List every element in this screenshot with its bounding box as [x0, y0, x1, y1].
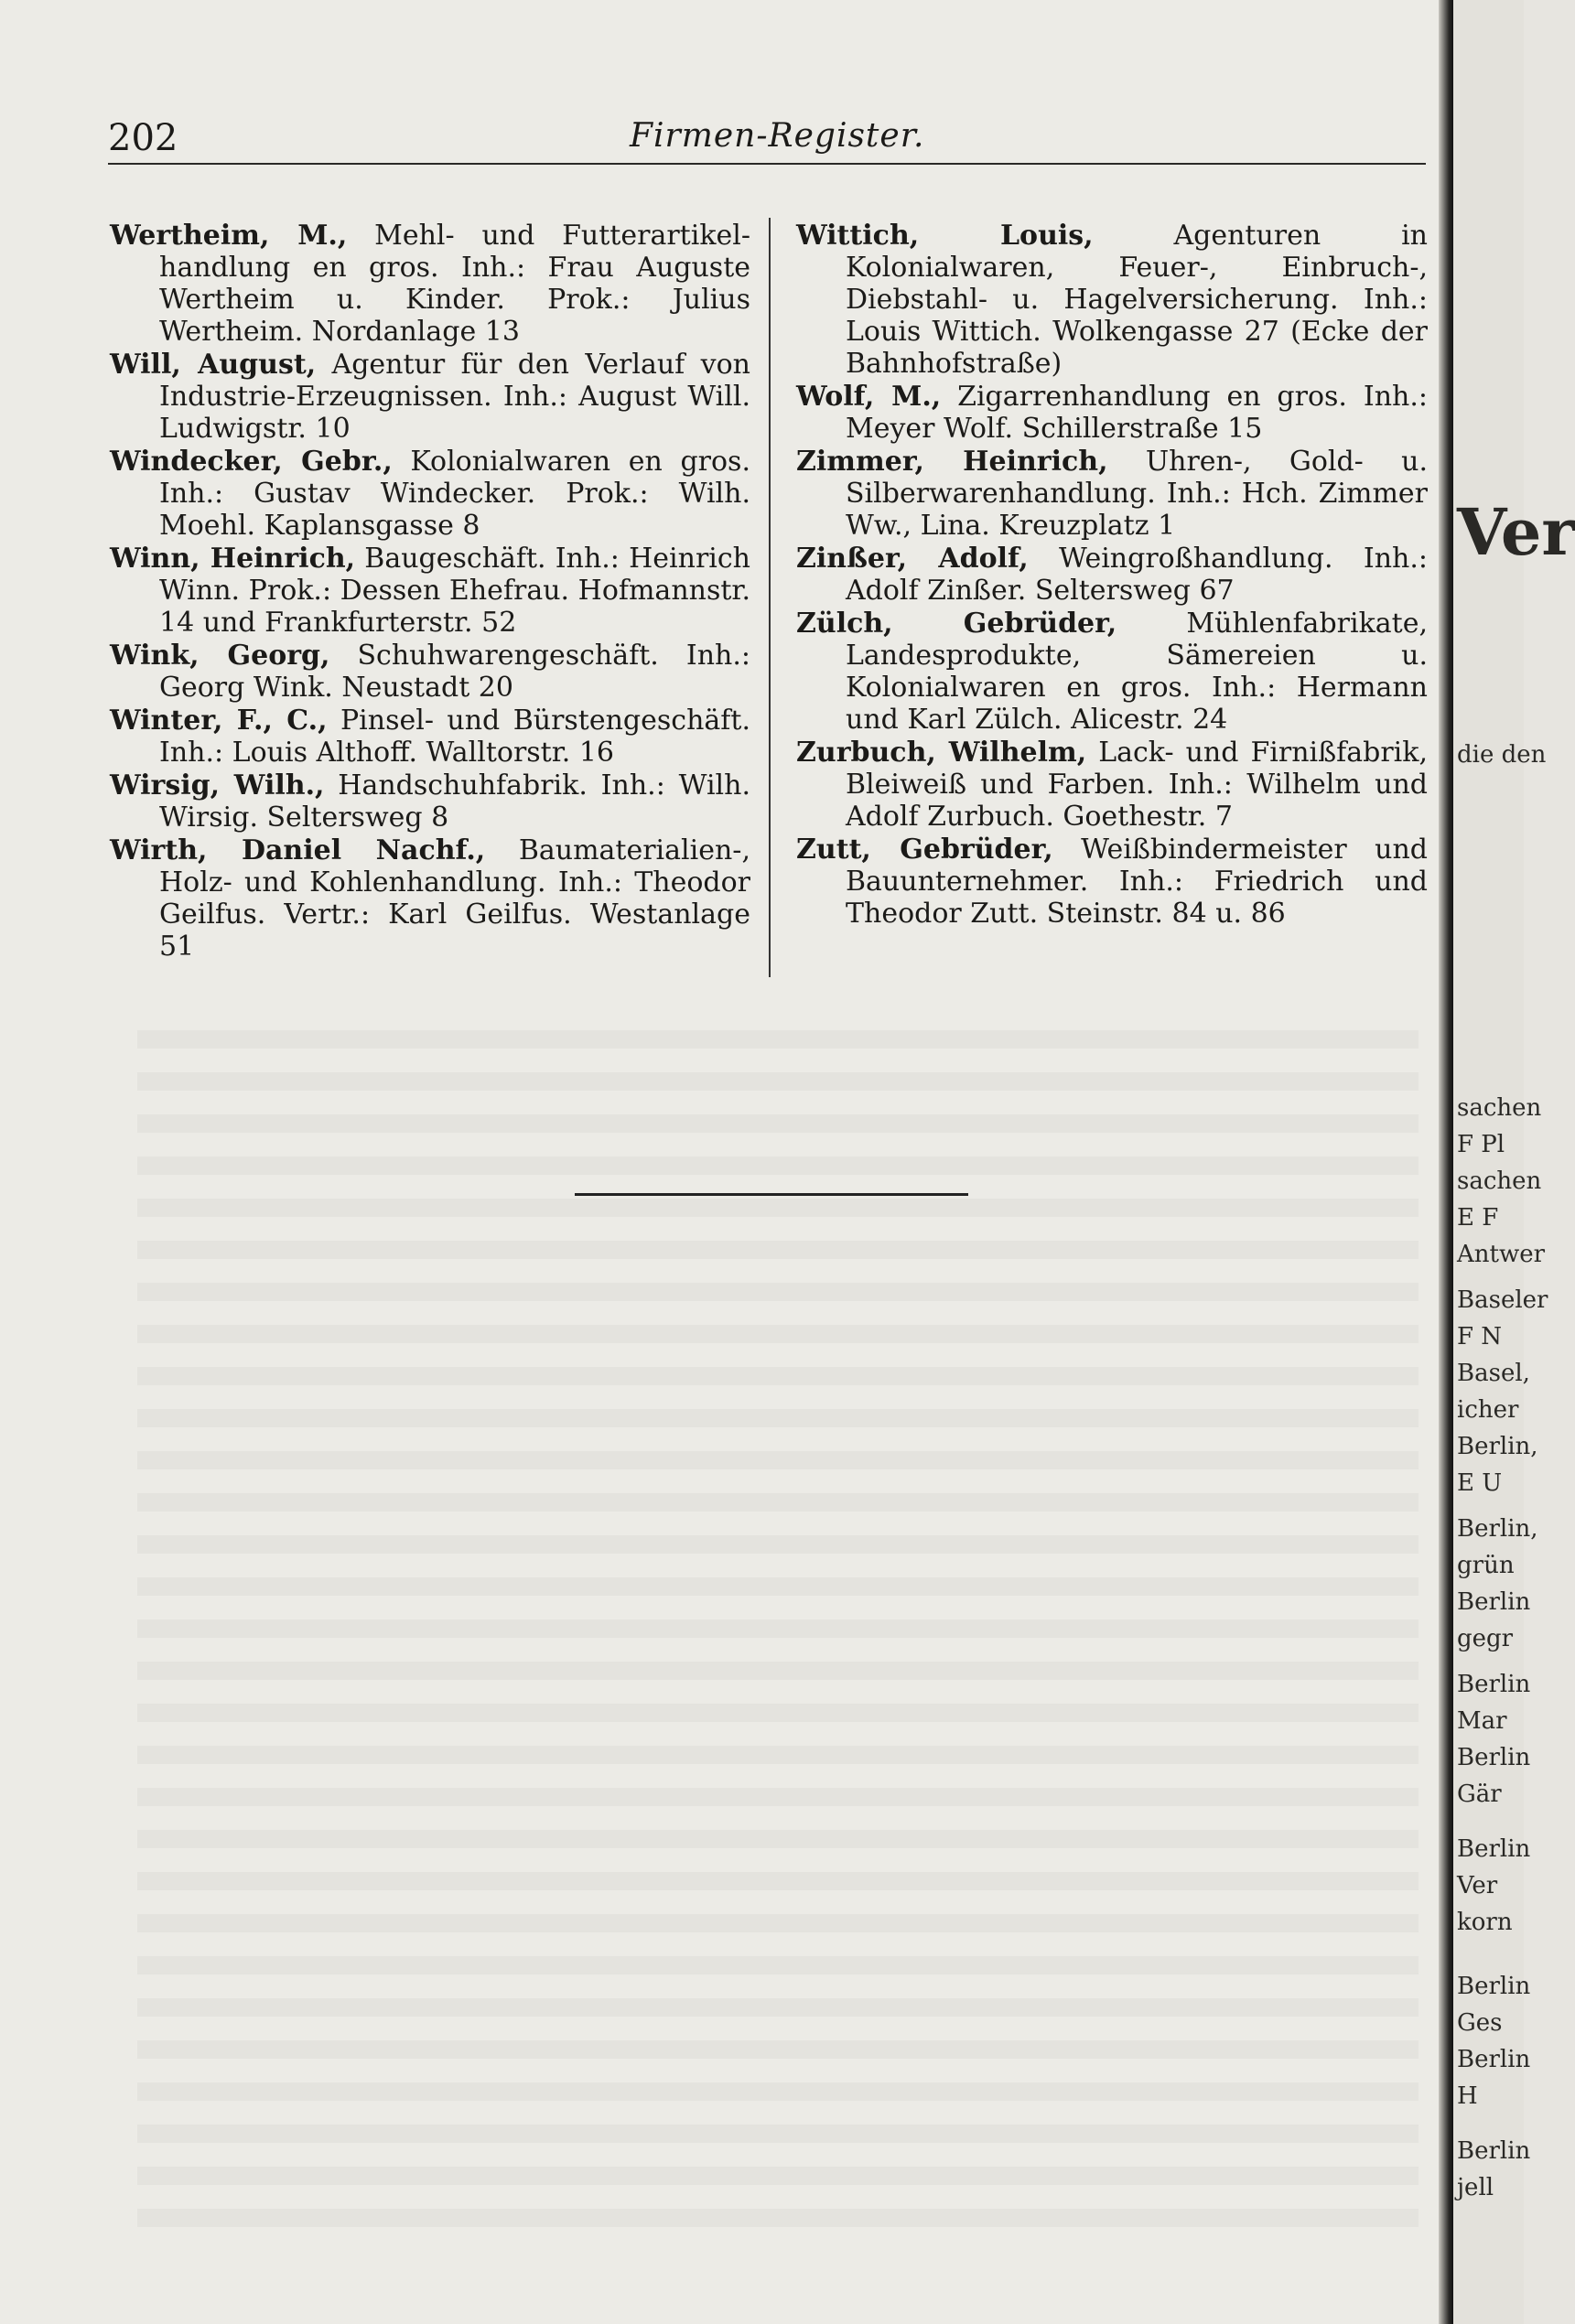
next-page-fragment: Berlin: [1457, 1671, 1531, 1698]
header-rule: [108, 163, 1426, 165]
register-entry: [796, 381, 1428, 445]
next-page-fragment: Ver: [1457, 494, 1575, 570]
firm-name: Zülch, Gebrüder,: [796, 608, 1117, 640]
next-page-fragment: Berlin,: [1457, 1433, 1538, 1460]
firm-details: Zigarrenhandlung en gros. Inh.: Meyer Wolf. Schillerstraße 15: [846, 381, 1428, 445]
register-entry: [110, 446, 750, 542]
register-entry: [796, 834, 1428, 930]
next-page-fragment: gegr: [1457, 1625, 1514, 1652]
next-page-fragment: H: [1457, 2082, 1478, 2110]
column-divider: [769, 218, 771, 977]
next-page-fragment: jell: [1457, 2174, 1494, 2201]
next-page-fragment: icher: [1457, 1396, 1519, 1424]
register-entry: [796, 608, 1428, 736]
firm-name: Windecker, Gebr.,: [110, 446, 393, 478]
register-entry: [110, 705, 750, 769]
register-entry: [796, 446, 1428, 542]
next-page-fragment: Antwer: [1457, 1241, 1546, 1268]
firm-details: Handschuhfabrik. Inh.: Wilh. Wirsig. Seltersweg 8: [159, 769, 750, 834]
next-page-fragment: grün: [1457, 1552, 1515, 1579]
firm-details: Baugeschäft. Inh.: Heinrich Winn. Prok.: Dessen Ehefrau. Hofmannstr. 14 und Frankfurterstr. 52: [159, 543, 750, 639]
firm-details: Agentur für den Verlauf von Industrie-Erzeugnissen. Inh.: August Will. Ludwigstr. 10: [159, 349, 750, 445]
next-page-fragment: die den: [1457, 741, 1547, 769]
section-end-rule: [575, 1193, 968, 1196]
register-entry: [110, 834, 750, 963]
next-page-fragment: korn: [1457, 1909, 1513, 1936]
next-page-fragment: Berlin: [1457, 2137, 1531, 2165]
firm-details: Weingroßhandlung. Inh.: Adolf Zinßer. Seltersweg 67: [846, 543, 1428, 607]
show-through-text: [137, 1006, 1419, 2242]
next-page-fragment: F N: [1457, 1323, 1503, 1350]
firm-details: Lack- und Firnißfabrik, Bleiweiß und Farben. Inh.: Wilhelm und Adolf Zurbuch. Goethestr. 7: [846, 737, 1428, 833]
firm-details: Pinsel- und Bürstengeschäft. Inh.: Louis Althoff. Walltorstr. 16: [159, 705, 750, 769]
firm-name: Winn, Heinrich,: [110, 543, 356, 575]
next-page-fragment: sachen: [1457, 1094, 1542, 1122]
next-page-fragment: Basel,: [1457, 1360, 1530, 1387]
firm-details: Uhren-, Gold- u. Silberwarenhandlung. Inh.: Hch. Zimmer Ww., Lina. Kreuzplatz 1: [846, 446, 1428, 542]
next-page-fragment: Ver: [1457, 1872, 1498, 1899]
register-entry: [110, 349, 750, 445]
next-page-fragment: Ges: [1457, 2009, 1503, 2037]
right-column: [796, 220, 1428, 931]
firm-name: Wirth, Daniel Nachf.,: [110, 834, 486, 866]
next-page-fragment: Gär: [1457, 1781, 1502, 1808]
firm-details: Mehl- und Futterartikel-handlung en gros. Inh.: Frau Auguste Wertheim u. Kinder. Prok.: Julius Wertheim. Nordanlage 13: [159, 220, 750, 348]
running-title: Firmen-Register.: [630, 117, 925, 155]
firm-details: Mühlenfabrikate, Landesprodukte, Sämereien u. Kolonialwaren en gros. Inh.: Hermann und Karl Zülch. Alicestr. 24: [846, 608, 1428, 736]
next-page-fragment: Baseler: [1457, 1286, 1548, 1314]
firm-name: Zurbuch, Wilhelm,: [796, 737, 1087, 769]
running-head: [108, 110, 1426, 165]
next-page-fragment: Berlin,: [1457, 1515, 1538, 1543]
next-page-fragment: Berlin: [1457, 1744, 1531, 1771]
next-page-fragment: Berlin: [1457, 2046, 1531, 2073]
firm-name: Zutt, Gebrüder,: [796, 834, 1053, 866]
firm-name: Zinßer, Adolf,: [796, 543, 1029, 575]
firm-details: Agenturen in Kolonialwaren, Feuer-, Einbruch-, Diebstahl- u. Hagelversicherung. Inh.: Louis Wittich. Wolkengasse 27 (Ecke der Bahnhofstraße): [846, 220, 1428, 380]
firm-name: Zimmer, Heinrich,: [796, 446, 1108, 478]
firm-name: Wittich, Louis,: [796, 220, 1094, 252]
firm-details: Schuhwarengeschäft. Inh.: Georg Wink. Neustadt 20: [159, 640, 750, 704]
register-entry: [796, 737, 1428, 833]
firm-details: Baumaterialien-, Holz- und Kohlenhandlung. Inh.: Theodor Geilfus. Vertr.: Karl Geilfus. Westanlage 51: [159, 834, 750, 963]
firm-name: Wirsig, Wilh.,: [110, 769, 325, 802]
next-page-fragment: Berlin: [1457, 1973, 1531, 2000]
register-entry: [796, 543, 1428, 607]
register-entry: [796, 220, 1428, 380]
next-page-fragment: Mar: [1457, 1707, 1507, 1735]
next-page-fragment: sachen: [1457, 1167, 1542, 1195]
register-entry: [110, 543, 750, 639]
next-page-fragment: Berlin: [1457, 1835, 1531, 1863]
firm-details: Kolonialwaren en gros. Inh.: Gustav Windecker. Prok.: Wilh. Moehl. Kaplansgasse 8: [159, 446, 750, 542]
firm-name: Will, August,: [110, 349, 317, 381]
firm-details: Weißbindermeister und Bauunternehmer. Inh.: Friedrich und Theodor Zutt. Steinstr. 84 u. 86: [846, 834, 1428, 930]
next-page-fragment: Berlin: [1457, 1588, 1531, 1616]
firm-name: Winter, F., C.,: [110, 705, 328, 737]
register-entry: [110, 640, 750, 704]
page-number: 202: [108, 117, 178, 159]
next-page-fragment: E U: [1457, 1469, 1503, 1497]
next-page-fragment: F Pl: [1457, 1131, 1505, 1158]
firm-name: Wertheim, M.,: [110, 220, 348, 252]
register-entry: [110, 769, 750, 834]
left-column: [110, 220, 750, 963]
adjacent-page-edge: [1453, 0, 1575, 2324]
register-entry: [110, 220, 750, 348]
firm-name: Wolf, M.,: [796, 381, 942, 413]
firm-name: Wink, Georg,: [110, 640, 330, 672]
book-gutter: [1439, 0, 1453, 2324]
next-page-fragment: E F: [1457, 1204, 1499, 1232]
